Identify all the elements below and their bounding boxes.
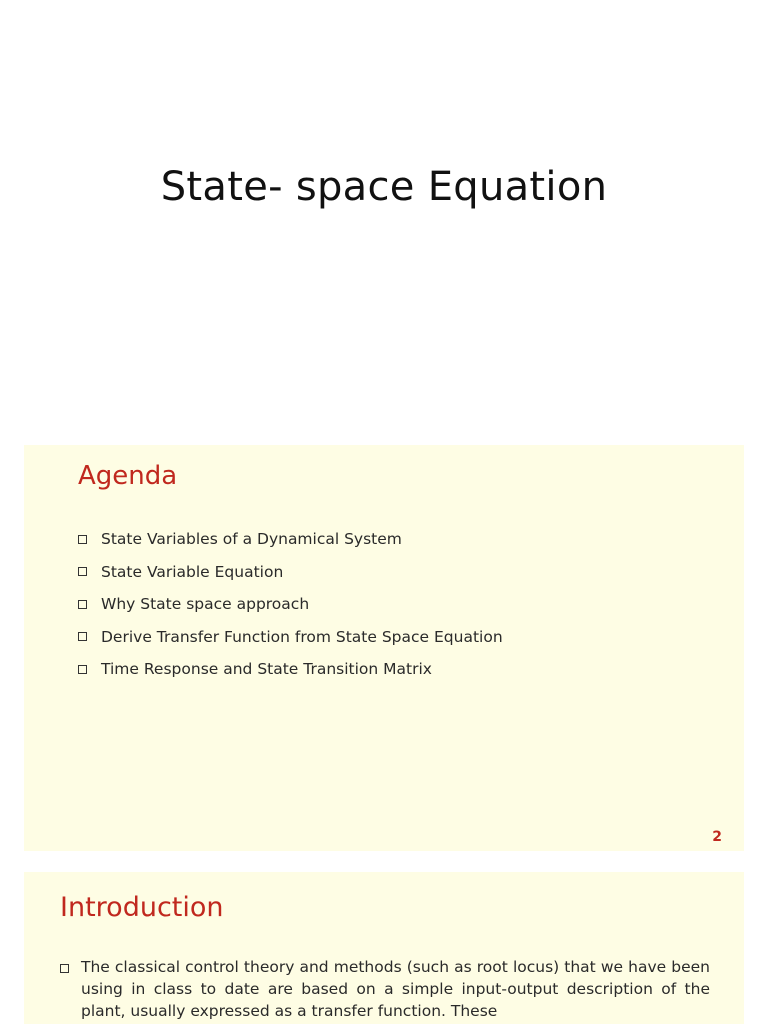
square-bullet-icon <box>78 567 87 576</box>
slide-title: State- space Equation <box>160 164 608 210</box>
agenda-item <box>78 588 503 621</box>
agenda-heading: Agenda <box>78 461 178 491</box>
square-bullet-icon <box>78 632 87 641</box>
agenda-item <box>78 653 503 686</box>
agenda-slide <box>24 445 744 851</box>
page-number: 2 <box>712 829 722 845</box>
agenda-list <box>78 523 503 686</box>
square-bullet-icon <box>78 665 87 674</box>
square-bullet-icon <box>78 535 87 544</box>
introduction-heading: Introduction <box>60 892 224 923</box>
agenda-item-label: Derive Transfer Function from State Space Equation <box>101 627 503 646</box>
agenda-item-label: State Variables of a Dynamical System <box>101 530 402 549</box>
introduction-bullet <box>60 956 710 1022</box>
introduction-paragraph: The classical control theory and methods (such as root locus) that we have been using in class to date are based on a simple input-output description of the plant, usually expressed as a transfer function. These <box>81 958 710 1020</box>
introduction-slide <box>24 872 744 1024</box>
square-bullet-icon <box>60 964 69 973</box>
agenda-item <box>78 523 503 556</box>
square-bullet-icon <box>78 600 87 609</box>
agenda-item <box>78 556 503 589</box>
agenda-item <box>78 621 503 654</box>
title-slide <box>0 0 768 424</box>
agenda-item-label: Time Response and State Transition Matrix <box>101 660 432 679</box>
agenda-item-label: State Variable Equation <box>101 562 284 581</box>
agenda-item-label: Why State space approach <box>101 595 310 614</box>
